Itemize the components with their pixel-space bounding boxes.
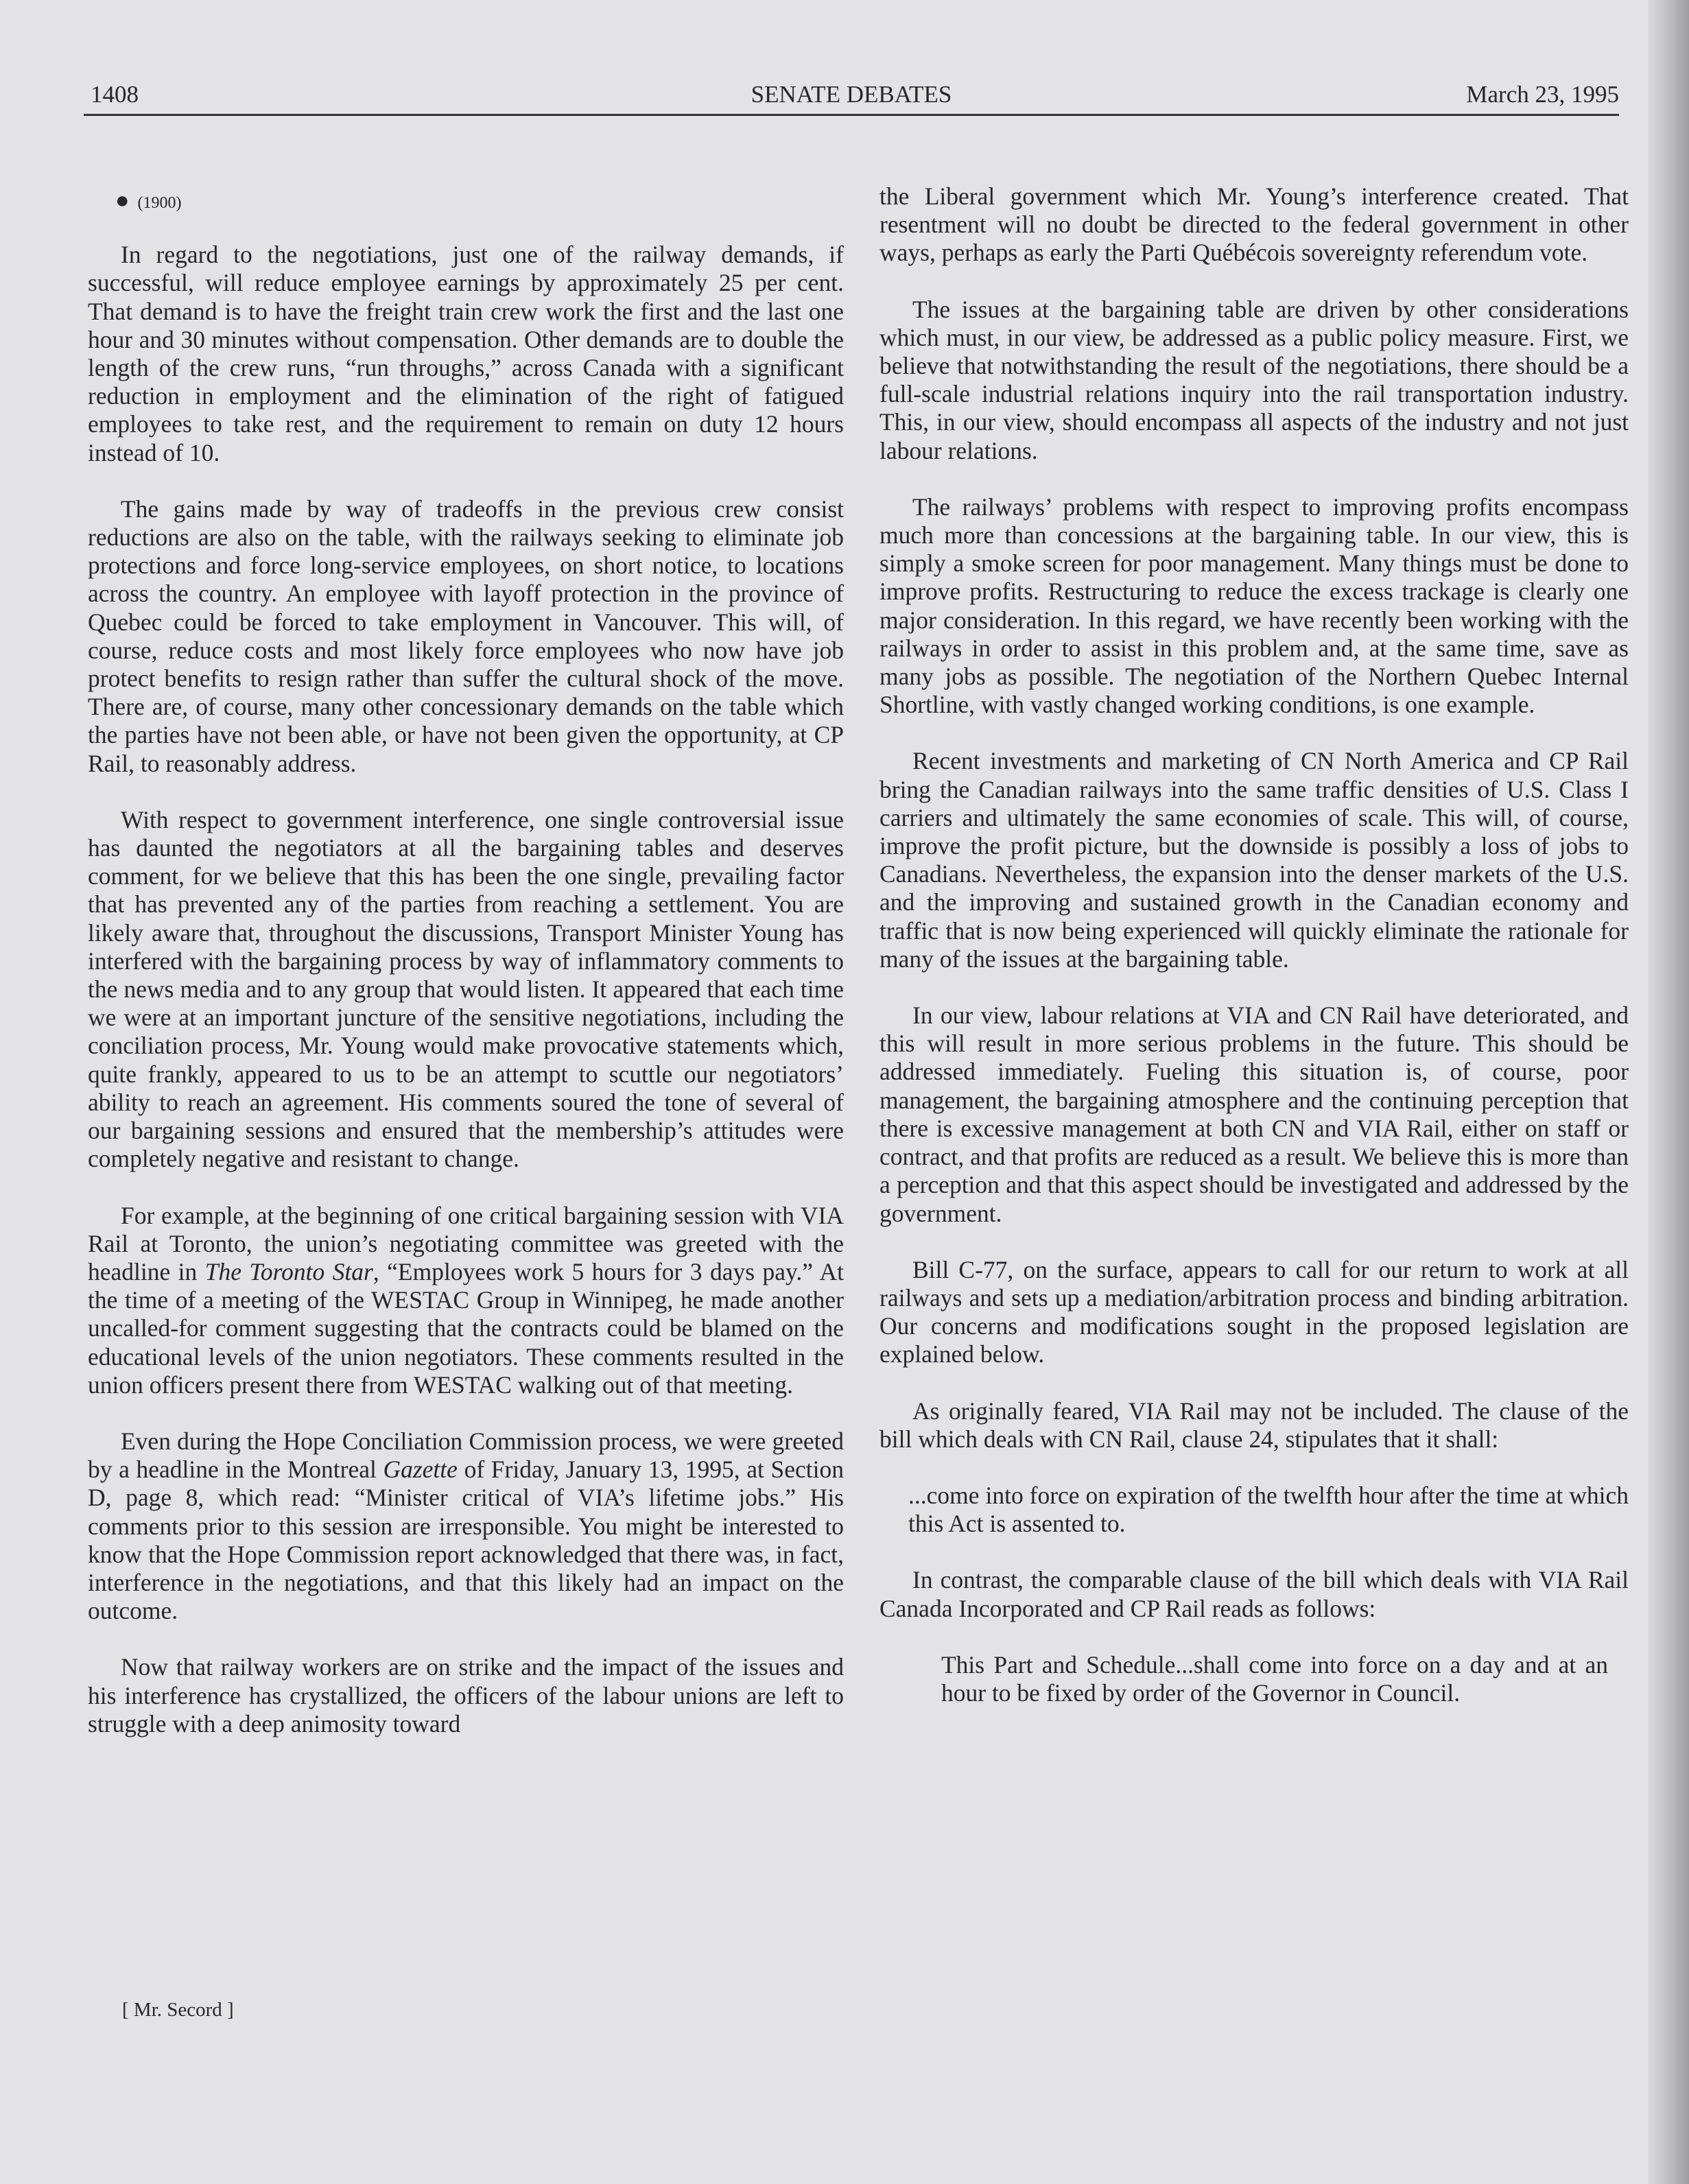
paragraph: As originally feared, VIA Rail may not be included. The clause of the bill which deals with CN Rail, clause 24, stipulates that it shall: bbox=[879, 1397, 1629, 1453]
left-column bbox=[88, 187, 844, 1738]
speaker-note: [ Mr. Secord ] bbox=[122, 1999, 234, 2021]
publication-title: SENATE DEBATES bbox=[751, 81, 952, 108]
text-run: of Friday, January 13, 1995, at Section D, page 8, which read: “Minister critical of VIA’s lifetime jobs.” His comments prior to this session are irresponsible. You might be interested to know that the Hope Commission report acknowledged that there was, in fact, interference in the negotiations, and that this likely had an impact on the outcome. bbox=[88, 1456, 844, 1625]
paragraph: The gains made by way of tradeoffs in the previous crew consist reductions are also on the table, with the railways seeking to eliminate job protections and force long-service employees, on short notice, to locations across the country. An employee with layoff protection in the province of Quebec could be forced to take employment in Vancouver. This will, of course, reduce costs and most likely force employees who now have job protect benefits to resign rather than suffer the cultural shock of the move. There are, of course, many other concessionary demands on the table which the parties have not been able, or have not been given the opportunity, at CP Rail, to reasonably address. bbox=[88, 495, 844, 777]
paragraph: With respect to government interference, one single controversial issue has daunted the negotiators at all the bargaining tables and deserves comment, for we believe that this has been the one single, prevailing factor that has prevented any of the parties from reaching a settlement. You are likely aware that, throughout the discussions, Transport Minister Young has interfered with the bargaining process by way of inflammatory comments to the news media and to any group that would listen. It appeared that each time we were at an important juncture of the sensitive negotiations, including the conciliation process, Mr. Young would make provocative statements which, quite frankly, appeared to us to be an attempt to scuttle our negotiators’ ability to reach an agreement. His comments soured the tone of several of our bargaining sessions and ensured that the membership’s attitudes were completely negative and resistant to change. bbox=[88, 805, 844, 1173]
time-marker-text: (1900) bbox=[137, 194, 182, 212]
page-number: 1408 bbox=[91, 81, 139, 108]
paragraph: Recent investments and marketing of CN North America and CP Rail bring the Canadian railways into the same traffic densities of U.S. Class I carriers and ultimately the same economies of scale. This will, of course, improve the profit picture, but the downside is possibly a loss of jobs to Canadians. Nevertheless, the expansion into the denser markets of the U.S. and the improving and sustained growth in the Canadian economy and traffic that is now being experienced will quickly eliminate the rationale for many of the issues at the bargaining table. bbox=[879, 747, 1629, 973]
right-column bbox=[879, 182, 1629, 1707]
time-marker bbox=[115, 187, 844, 217]
header-rule bbox=[84, 114, 1619, 116]
paragraph: Bill C-77, on the surface, appears to call for our return to work at all railways and sets up a mediation/arbitration process and binding arbitration. Our concerns and modifications sought in the proposed legislation are explained below. bbox=[879, 1255, 1629, 1368]
bullet-icon: ● bbox=[115, 188, 130, 213]
text-run: , “Employees work 5 hours for 3 days pay.” At the time of a meeting of the WESTAC Group in Winnipeg, he made another uncalled-for comment suggesting that the contracts could be blamed on the educational levels of the union negotiators. These comments resulted in the union officers present there from WESTAC walking out of that meeting. bbox=[88, 1257, 844, 1399]
paragraph: The issues at the bargaining table are driven by other considerations which must, in our view, be addressed as a public policy measure. First, we believe that notwithstanding the result of the negotiations, there should be a full-scale industrial relations inquiry into the rail transportation industry. This, in our view, should encompass all aspects of the industry and not just labour relations. bbox=[879, 295, 1629, 464]
paragraph: Now that railway workers are on strike and the impact of the issues and his interference has crystallized, the officers of the labour unions are left to struggle with a deep animosity toward bbox=[88, 1653, 844, 1737]
text-run: Even during the Hope Conciliation Commission process, we were greeted by a headline in the Montreal bbox=[88, 1427, 844, 1484]
sitting-date: March 23, 1995 bbox=[1466, 81, 1619, 108]
newspaper-title: Gazette bbox=[383, 1456, 458, 1484]
paragraph: In regard to the negotiations, just one of the railway demands, if successful, will reduce employee earnings by approximately 25 per cent. That demand is to have the freight train crew work the first and the last one hour and 30 minutes without compensation. Other demands are to double the length of the crew runs, “run throughs,” across Canada with a significant reduction in employment and the elimination of the right of fatigued employees to take rest, and the requirement to remain on duty 12 hours instead of 10. bbox=[88, 241, 844, 466]
page-header bbox=[84, 81, 1619, 117]
page-edge-shadow bbox=[1648, 0, 1689, 2184]
paragraph: In our view, labour relations at VIA and CN Rail have deteriorated, and this will result in more serious problems in the future. This should be addressed immediately. Fueling this situation is, of course, poor management, the bargaining atmosphere and the continuing perception that there is excessive management at both CN and VIA Rail, either on staff or contract, and that profits are reduced as a result. We believe this is more than a perception and that this aspect should be investigated and addressed by the government. bbox=[879, 1001, 1629, 1227]
paragraph bbox=[88, 1427, 844, 1625]
paragraph: In contrast, the comparable clause of the bill which deals with VIA Rail Canada Incorporated and CP Rail reads as follows: bbox=[879, 1566, 1629, 1622]
paragraph bbox=[88, 1202, 844, 1399]
block-quote: ...come into force on expiration of the twelfth hour after the time at which this Act is assented to. bbox=[908, 1481, 1629, 1538]
paragraph: The railways’ problems with respect to improving profits encompass much more than concessions at the bargaining table. In our view, this is simply a smoke screen for poor management. Many things must be done to improve profits. Restructuring to reduce the excess trackage is clearly one major consideration. In this regard, we have recently been working with the railways in order to assist in this problem and, at the same time, save as many jobs as possible. The negotiation of the Northern Quebec Internal Shortline, with vastly changed working conditions, is one example. bbox=[879, 492, 1629, 719]
paragraph-continued: the Liberal government which Mr. Young’s interference created. That resentment will no doubt be directed to the federal government in other ways, perhaps as early the Parti Québécois sovereignty referendum vote. bbox=[879, 182, 1629, 267]
newspaper-title: The Toronto Star bbox=[204, 1257, 373, 1285]
text-run: For example, at the beginning of one critical bargaining session with VIA Rail at Toronto, the union’s negotiating committee was greeted with the headline in bbox=[88, 1201, 844, 1285]
block-quote: This Part and Schedule...shall come into force on a day and at an hour to be fixed by order of the Governor in Council. bbox=[941, 1650, 1608, 1707]
